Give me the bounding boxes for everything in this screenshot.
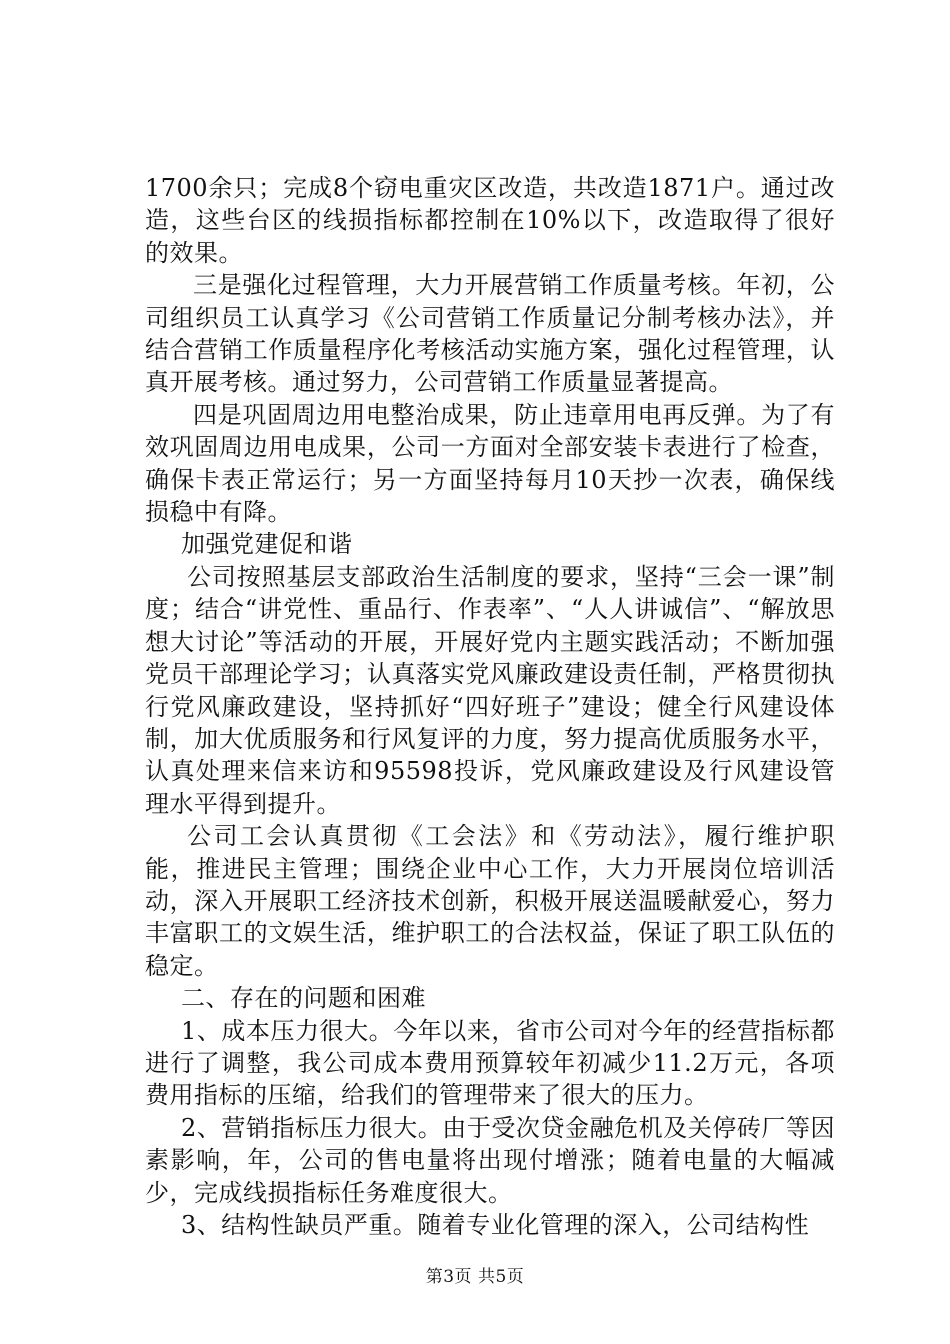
paragraph-continuation: 1700余只；完成8个窃电重灾区改造，共改造1871户。通过改造，这些台区的线损指标都控制在10%以下，改造取得了很好的效果。: [145, 174, 835, 267]
paragraph-staff-shortage: 3、结构性缺员严重。随着专业化管理的深入，公司结构性: [181, 1211, 810, 1239]
paragraph-party-building: 公司按照基层支部政治生活制度的要求，坚持“三会一课”制度；结合“讲党性、重品行、作表率”、“人人讲诚信”、“解放思想大讨论”等活动的开展，开展好党内主题实践活动；不断加强党员干部理论学习；认真落实党风廉政建设责任制，严格贯彻执行党风廉政建设，坚持抓好“四好班子”建设；健全行风建设体制，加大优质服务和行风复评的力度，努力提高优质服务水平，认真处理来信来访和95598投诉，党风廉政建设及行风建设管理水平得到提升。: [145, 562, 835, 818]
document-body: [145, 172, 835, 1241]
paragraph-cost-pressure: 1、成本压力很大。今年以来，省市公司对今年的经营指标都进行了调整，我公司成本费用预算较年初减少11.2万元，各项费用指标的压缩，给我们的管理带来了很大的压力。: [145, 1016, 835, 1110]
paragraph-process-management: 三是强化过程管理，大力开展营销工作质量考核。年初，公司组织员工认真学习《公司营销工作质量记分制考核办法》，并结合营销工作质量程序化考核活动实施方案，强化过程管理，认真开展考核。通过努力，公司营销工作质量显著提高。: [145, 271, 835, 397]
paragraph-marketing-pressure: 2、营销指标压力很大。由于受次贷金融危机及关停砖厂等因素影响，年，公司的售电量将出现付增涨；随着电量的大幅减少，完成线损指标任务难度很大。: [145, 1113, 835, 1207]
section-heading-party-building: 加强党建促和谐: [181, 530, 353, 559]
paragraph-labor-union: 公司工会认真贯彻《工会法》和《劳动法》，履行维护职能，推进民主管理；围绕企业中心工作，大力开展岗位培训活动，深入开展职工经济技术创新，积极开展送温暖献爱心，努力丰富职工的文娱生活，维护职工的合法权益，保证了职工队伍的稳定。: [145, 822, 835, 980]
section-heading-problems: 二、存在的问题和困难: [181, 984, 426, 1013]
paragraph-consolidate-results: 四是巩固周边用电整治成果，防止违章用电再反弹。为了有效巩固周边用电成果，公司一方面对全部安装卡表进行了检查，确保卡表正常运行；另一方面坚持每月10天抄一次表，确保线损稳中有降。: [145, 400, 835, 527]
page-number-footer: 第3页 共5页: [425, 1267, 525, 1287]
